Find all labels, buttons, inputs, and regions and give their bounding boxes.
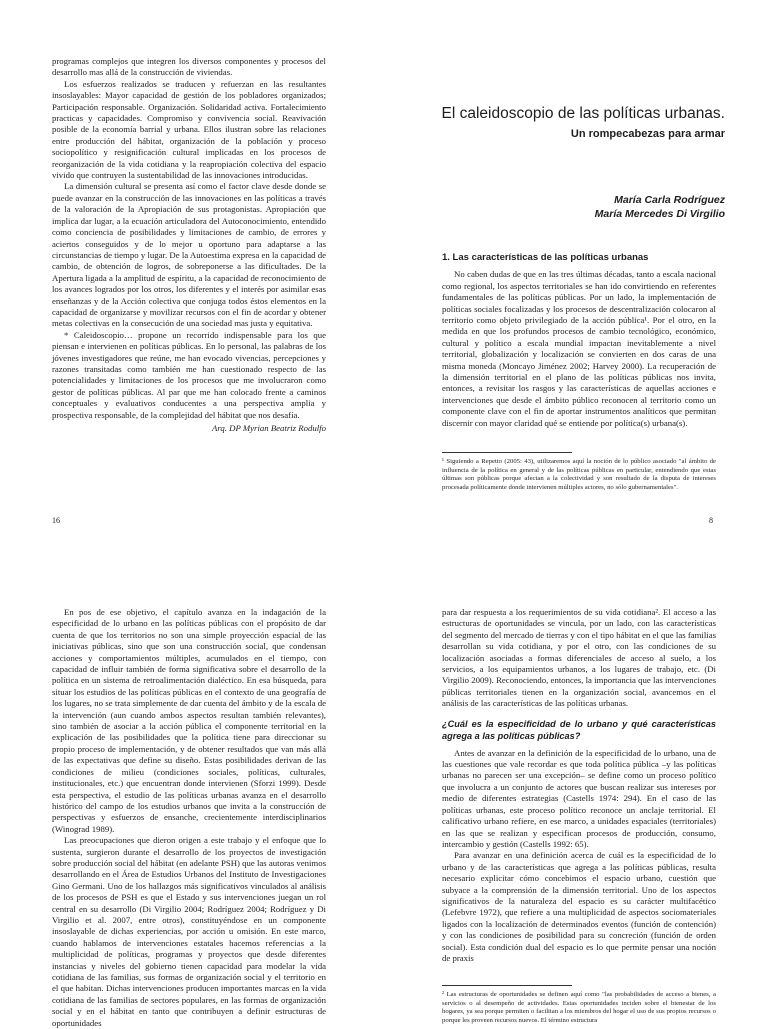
paragraph: Los esfuerzos realizados se traducen y refuerzan en las resultantes insoslayables: Mayor capacidad de gestión de los pobladores organizados; Participación responsable. Organización. Solidaridad activa. Fortalecimiento practicas y capacidades. Compromiso y convivencia social. Reavivación posible de la economía barrial y urbana. Ellos ilustran sobre las relaciones entre producción del hábitat, organización de la población y proceso sociopolítico y resignificación cultural implicadas en los procesos de reorganización de la vida cotidiana y la reapropiación colectiva del espacio vivido que contruyen la sustentabilidad de las innovaciones introducidas. [52,78,326,181]
chapter-subtitle: Un rompecabezas para armar [570,128,725,140]
footnote: ² Las estructuras de oportunidades se definen aquí como "las probabilidades de acceso a bienes, a servicios o al desempeño de actividades. Estas oportunidades inciden sobre el bienestar de los hogares, ya sea porque permiten o facilitan a los miembros del hogar el uso de sus propios recursos o porque les proveen recursos nuevos. El término estructura [442,991,716,1024]
left-page-text [52,56,326,434]
paragraph: Para avanzar en una definición acerca de cuál es la especificidad de lo urbano y de las características que agrega a las políticas públicas, resulta necesario explicitar cómo concebimos el espacio urbano, cuestión que subyace a la comprensión de la dimensión territorial. Uno de los aspectos significativos de la naturaleza del espacio es su carácter multifacético (Lefebvre 1972), que refiere a una multiplicidad de aspectos sociomateriales ligados con la localización de determinados eventos (función de contención) y con las condiciones de posibilidad para su concreción (función de orden social). Esta condición dual del espacio es lo que permite pensar una noción de praxis [442,850,716,963]
bottom-footnote-block [442,985,716,1025]
bottom-left-page-text [52,607,326,1029]
paragraph: Las preocupaciones que dieron origen a este trabajo y el enfoque que lo sustenta, surgieron durante el desarrollo de los proyectos de investigación sobre producción social del hábitat (en adelante PSH) que las autoras venimos desarrollando en el Área de Estudios Urbanos del Instituto de Investigaciones Gino Germani. Uno de los hallazgos más significativos vinculados al análisis de los procesos de PSH es que el Estado y sus intervenciones juegan un rol central en su desarrollo (Di Virgilio 2004; Rodríguez 2004; Rodríguez y Di Virgilio et al. 2007, entre otros), constituyéndose en un componente insoslayable de dichas experiencias, por acción u omisión. En este marco, cuando hablamos de intervenciones estatales hacemos referencias a la multiplicidad de políticas, programas y proyectos que desde diferentes instancias y niveles del gobierno tienen capacidad para modelar la vida cotidiana de las familias, sus formas de organización social y el territorio en el que habitan. Dichas intervenciones producen importantes marcas en la vida cotidiana de las familias de sectores populares, en las formas de organización social y en el hábitat en tanto que contribuyen a definir estructuras de oportunidades [52,835,326,1028]
paragraph: para dar respuesta a los requerimientos de su vida cotidiana². El acceso a las estructuras de oportunidades se vincula, por un lado, con las características del segmento del mercado de tierras y con el tipo hábitat en el que las familias desarrollan su vida cotidiana, y por el otro, con las condiciones de su localización asociadas a formas diferenciales de acceso al suelo, a los servicios, a los equipamientos urbanos, a los lugares de trabajo, etc. (Di Virgilio 2009). Reconociendo, entonces, la importancia que las intervenciones públicas territoriales tienen en la organización social, avancemos en el análisis de las características de las políticas urbanas. [442,607,716,709]
footnote-rule [442,452,572,453]
paragraph: Antes de avanzar en la definición de la especificidad de lo urbano, una de las cuestiones que vale recordar es que toda política pública –y las políticas urbanas no parecen ser una excepción– se define como un proceso político que involucra a un conjunto de actores que buscan realizar sus intereses por medio de diferentes estrategias (Castells 1974: 294). En el caso de las políticas urbanas, este proceso político reconoce un anclaje territorial. El calificativo urbano refiere, en ese marco, a unidades espaciales (territoriales) en las que se realizan y especifican procesos de producción, consumo, intercambio y gestión (Castells 1992: 65). [442,747,716,849]
footnote: ¹ Siguiendo a Repetto (2005: 43), utilizaremos aquí la noción de lo público asociado "al ámbito de influencia de la política en general y de las políticas públicas en particular, entendiendo que estas últimas son públicas porque afectan a la colectividad y son resultado de la disputa de intereses procesada políticamente donde intervienen múltiples actores, no sólo gubernamentales". [442,458,716,491]
question-heading: ¿Cuál es la especificidad de lo urbano y qué características agrega a las políticas públicas? [442,718,716,741]
page-number-left: 16 [52,516,60,525]
signature: Arq. DP Myrian Beatriz Rodulfo [212,423,326,433]
paragraph: La dimensión cultural se presenta así como el factor clave desde donde se puede avanzar en la construcción de las innovaciones en las políticas a través de la valoración de la Apropiación de sus protagonistas. Apropiación que implica dar lugar, a la ecuación articuladora del Autoconocimiento, entendido como conciencia de posibilidades y limitaciones de cambio, de errores y aciertos conseguidos y de lo mejor u oportuno para adaptarse a las circunstancias de tiempo y lugar. De la Autoestima expresa en la capacidad de cambio, de obtención de logros, de sobreponerse a las dificultades. De la Apertura ligada a la amplitud de espíritu, a la capacidad de reconocimiento de los avances logrados por los otros, los diferentes y el interés por asimilar esas enseñanzas y de la Acción colectiva que conjuga todos éstos elementos en la capacidad de organizarse y movilizar recursos con el fin de acordar y obtener metas colectivas en la consecución de una sociedad mas justa y equitativa. [52,181,326,329]
paragraph: * Caleidoscopio… propone un recorrido indispensable para los que piensan e intervienen en políticas públicas. En lo personal, las palabras de los jóvenes investigadores que reúne, me han evocado vivencias, percepciones y razones transitadas como también me han cuestionado respecto de las potencialidades y limitaciones de los procesos que me involucraron como gestor de políticas públicas. Al par que me han colocado frente a caminos conceptuales y evaluativos conducentes a una perspectiva amplia y prospectiva responsable, de la complejidad del hábitat que nos desafía. [52,329,326,420]
authors [440,193,725,221]
section-heading: 1. Las características de las políticas urbanas [442,252,649,263]
paragraph: programas complejos que integren los diversos componentes y procesos del desarrollo mas allá de la construcción de viviendas. [52,56,326,78]
author: María Mercedes Di Virgilio [594,208,725,220]
page-number-right: 8 [709,516,713,525]
right-page-text [442,252,716,429]
author: María Carla Rodríguez [614,194,725,206]
footnote-block [442,452,716,492]
chapter-title-block [440,104,725,140]
paragraph: En pos de ese objetivo, el capítulo avanza en la indagación de la especificidad de lo urbano en las políticas públicas con el propósito de dar cuenta de que los territorios no son una simple proyección espacial de las iniciativas públicas, sino que son una construcción social, que condensan acciones y comportamientos múltiples, acumulados en el tiempo, con capacidad de influir también de forma significativa sobre el desarrollo de la política en un sistema de retroalimentación dialéctico. En esa búsqueda, para situar los estudios de las políticas públicas en el contexto de una geografía de los lugares, no se trata simplemente de dar cuenta del ámbito y de la escala de la intervención (aun cuando ambos aspectos resultan también relevantes), sino también de asociar a la acción pública el componente territorial en la explicación de las posibilidades que la política tiene para direccionar su propio proceso de implementación, y de obtener resultados que van más allá de las expectativas que define su diseño. Estas posibilidades derivan de las condiciones de milieu (condiciones sociales, políticas, culturales, institucionales, etc.) que encuentran donde intervienen (Sforzi 1999). Desde esta perspectiva, el estudio de las políticas urbanas avanza en el desarrollo histórico del campo de los estudios urbanos que invita a la construcción de perspectivas y esfuerzos de ensanche, crecientemente interdisciplinarios (Winograd 1989). [52,607,326,834]
bottom-right-page-text [442,607,716,964]
paragraph: No caben dudas de que en las tres últimas décadas, tanto a escala nacional como regional, los aspectos territoriales se han ido convirtiendo en referentes fundamentales de las políticas públicas. Por un lado, la implementación de políticas sociales focalizadas y los procesos de descentralización colocaron al territorio como objeto privilegiado de la acción pública¹. Por el otro, en la medida en que los profundos procesos de cambio tecnológico, económico, cultural y político a escala mundial impactan inevitablemente a nivel territorial, globalización y localización se convierten en dos caras de una misma moneda (Moncayo Jiménez 2002; Harvey 2000). La recuperación de la dimensión territorial en el plano de las políticas públicas nos invita, entonces, a revisitar los rasgos y las características de aquellas acciones e intervenciones que desde el ámbito público reconocen al territorio como un componente clave con el fin de aportar instrumentos analíticos que permitan discernir con mayor claridad qué se entiende por política(s) urbana(s). [442,269,716,428]
chapter-title: El caleidoscopio de las políticas urbanas. [441,105,725,122]
footnote-rule [442,985,572,986]
